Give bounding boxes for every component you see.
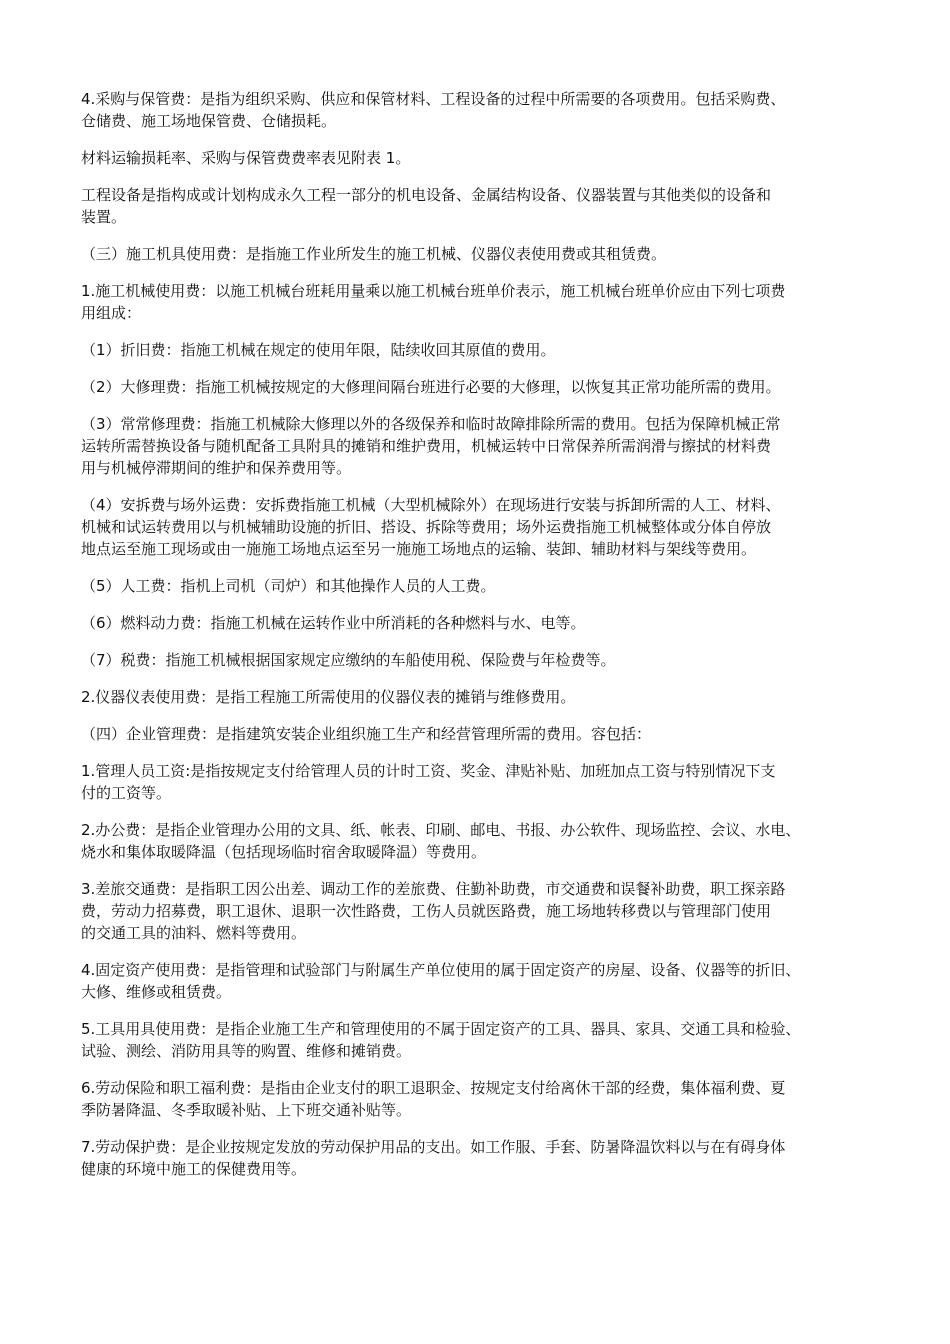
paragraph-labor-insurance-welfare: 6.劳动保险和职工福利费：是指由企业支付的职工退职金、按规定支付给离休干部的经费，集体福利费、夏 季防暑降温、冬季取暖补贴、上下班交通补贴等。 xyxy=(81,1079,786,1119)
paragraph-labor-protection: 7.劳动保护费：是企业按规定发放的劳动保护用品的支出。如工作服、手套、防暑降温饮料以与在有碍身体 健康的环境中施工的保健费用等。 xyxy=(81,1138,786,1178)
paragraph-labor-cost: （5）人工费：指机上司机（司炉）和其他操作人员的人工费。 xyxy=(81,577,496,595)
paragraph-overhaul: （2）大修理费：指施工机械按规定的大修理间隔台班进行必要的大修理，以恢复其正常功能所需的费用。 xyxy=(81,378,781,396)
paragraph-engineering-equipment: 工程设备是指构成或计划构成永久工程一部分的机电设备、金属结构设备、仪器装置与其他类似的设备和 装置。 xyxy=(81,186,772,226)
paragraph-procurement-storage-fee: 4.采购与保管费：是指为组织采购、供应和保管材料、工程设备的过程中所需要的各项费用。包括采购费、 仓储费、施工场地保管费、仓储损耗。 xyxy=(81,90,786,130)
paragraph-machine-usage-fee: 1.施工机械使用费：以施工机械台班耗用量乘以施工机械台班单价表示，施工机械台班单价应由下列七项费 用组成： xyxy=(81,282,786,322)
paragraph-installation-transport: （4）安拆费与场外运费：安拆费指施工机械（大型机械除外）在现场进行安装与拆卸所需的人工、材料、 机械和试运转费用以与机械辅助设施的折旧、搭设、拆除等费用；场外运费指施工机械整体或分体自停放 地点运至施工现场或由一施施工场地点运至另一施施工场地点的运输、装卸、辅助材料与架线等费用。 xyxy=(81,496,781,558)
paragraph-instrument-usage: 2.仪器仪表使用费：是指工程施工所需使用的仪器仪表的摊销与维修费用。 xyxy=(81,688,576,706)
paragraph-loss-rate-reference: 材料运输损耗率、采购与保管费费率表见附表 1。 xyxy=(81,149,411,167)
document-page xyxy=(81,88,881,1195)
paragraph-depreciation: （1）折旧费：指施工机械在规定的使用年限，陆续收回其原值的费用。 xyxy=(81,341,556,359)
paragraph-management-wages: 1.管理人员工资:是指按规定支付给管理人员的计时工资、奖金、津贴补贴、加班加点工资与特别情况下支 付的工资等。 xyxy=(81,762,776,802)
paragraph-taxes: （7）税费：指施工机械根据国家规定应缴纳的车船使用税、保险费与年检费等。 xyxy=(81,651,616,669)
paragraph-tools-utensils: 5.工具用具使用费：是指企业施工生产和管理使用的不属于固定资产的工具、器具、家具、交通工具和检验、 试验、测绘、消防用具等的购置、维修和摊销费。 xyxy=(81,1020,801,1060)
paragraph-travel-transport: 3.差旅交通费：是指职工因公出差、调动工作的差旅费、住勤补助费，市交通费和误餐补助费，职工探亲路 费，劳动力招募费，职工退休、退职一次性路费，工伤人员就医路费，施工场地转移费以与管理部门使用 的交通工具的油料、燃料等费用。 xyxy=(81,880,786,942)
paragraph-section-enterprise-management: （四）企业管理费：是指建筑安装企业组织施工生产和经营管理所需的费用。容包括： xyxy=(81,725,652,743)
paragraph-fixed-assets: 4.固定资产使用费：是指管理和试验部门与附属生产单位使用的属于固定资产的房屋、设备、仪器等的折旧、 大修、维修或租赁费。 xyxy=(81,961,801,1001)
paragraph-office-expenses: 2.办公费：是指企业管理办公用的文具、纸、帐表、印刷、邮电、书报、办公软件、现场监控、会议、水电、 烧水和集体取暖降温（包括现场临时宿舍取暖降温）等费用。 xyxy=(81,821,801,861)
paragraph-section-machinery-usage: （三）施工机具使用费：是指施工作业所发生的施工机械、仪器仪表使用费或其租赁费。 xyxy=(81,245,667,263)
paragraph-fuel-power: （6）燃料动力费：指施工机械在运转作业中所消耗的各种燃料与水、电等。 xyxy=(81,614,586,632)
paragraph-regular-repair: （3）常常修理费：指施工机械除大修理以外的各级保养和临时故障排除所需的费用。包括为保障机械正常 运转所需替换设备与随机配备工具附具的摊销和维护费用，机械运转中日常保养所需润滑与擦拭的材料费 用与机械停滞期间的维护和保养费用等。 xyxy=(81,415,781,477)
